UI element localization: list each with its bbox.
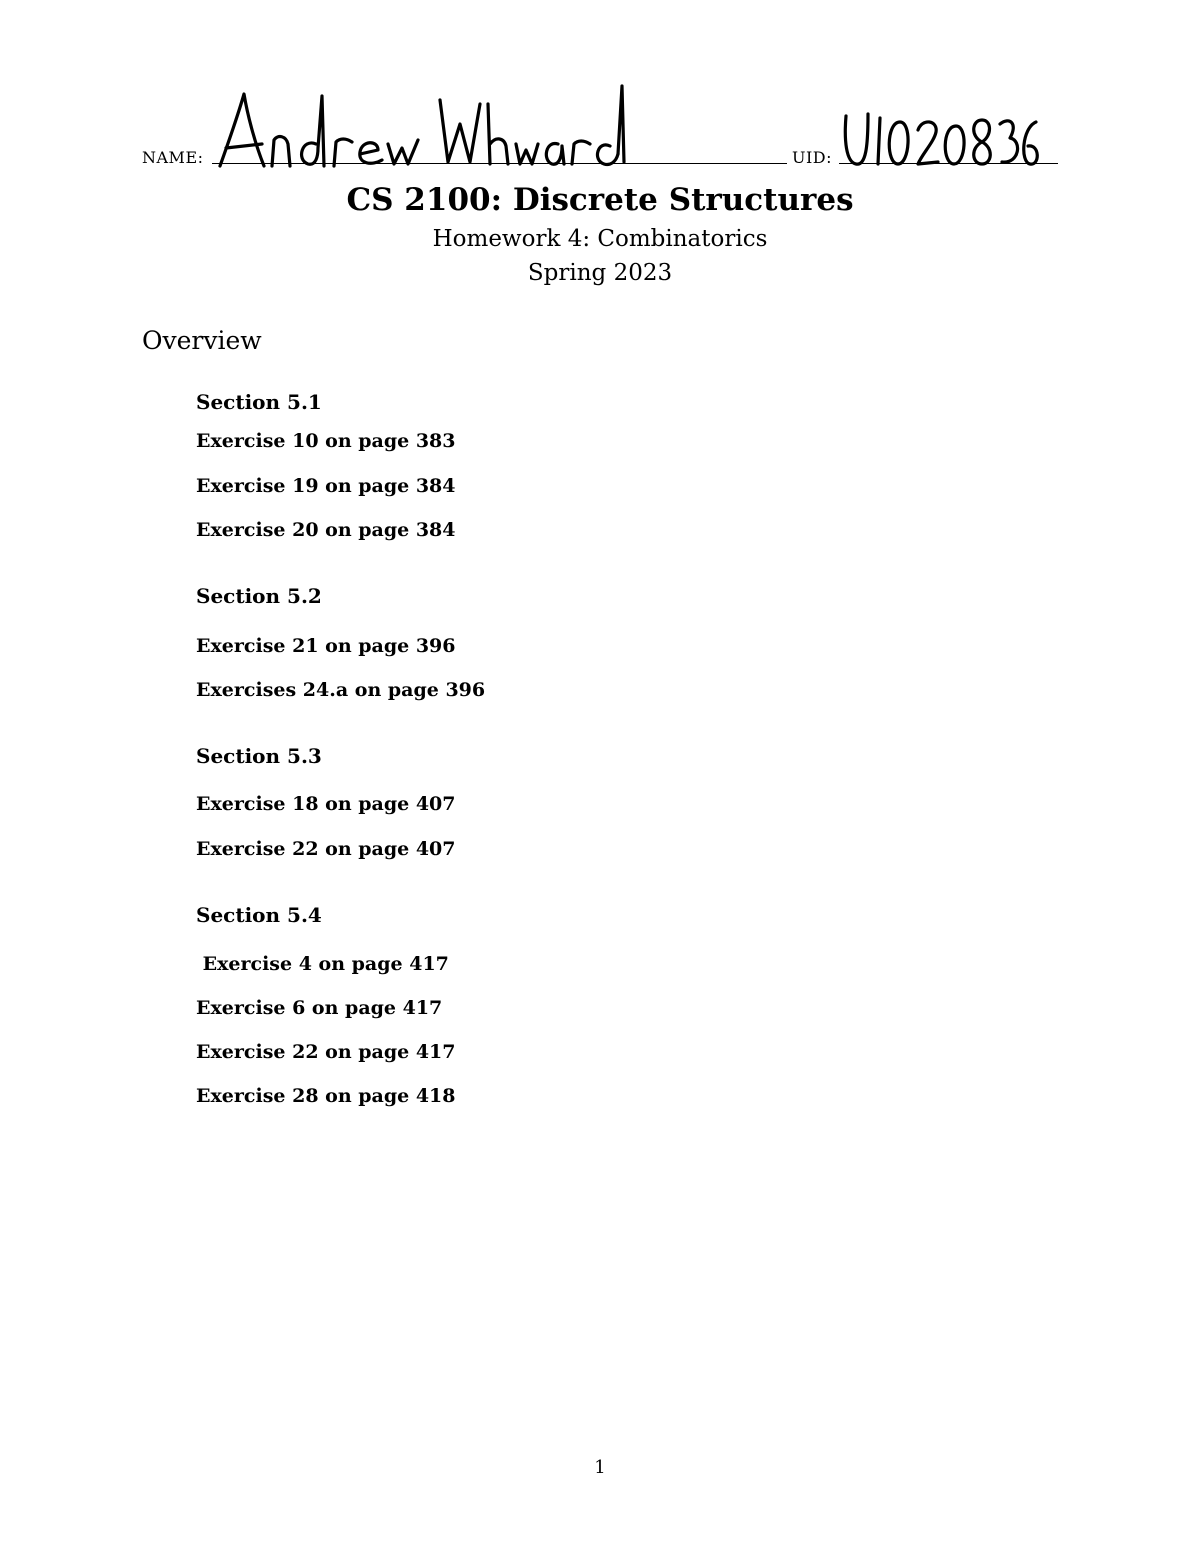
section-heading: Section 5.4 [196, 903, 322, 927]
list-item [0, 430, 700, 456]
list-item [0, 997, 700, 1023]
list-item-text: Exercise 22 on page 417 [196, 1041, 456, 1063]
list-item [0, 838, 700, 864]
list-item [0, 1041, 700, 1067]
list-item-text: Exercise 10 on page 383 [196, 430, 456, 452]
list-item [0, 1085, 700, 1111]
list-item-text: Exercises 24.a on page 396 [196, 679, 486, 701]
list-item [0, 679, 700, 705]
list-item-text: Exercise 19 on page 384 [196, 475, 456, 497]
list-item-text: Exercise 18 on page 407 [196, 793, 456, 815]
name-label: NAME: [142, 148, 204, 167]
overview-heading: Overview [142, 326, 262, 355]
uid-label: UID: [792, 148, 833, 167]
list-item [0, 953, 700, 979]
uid-signature [842, 100, 1042, 170]
section-heading: Section 5.1 [196, 390, 322, 414]
list-item-text: Exercise 21 on page 396 [196, 635, 456, 657]
document-subtitle: Homework 4: Combinatorics [432, 226, 768, 252]
section-heading: Section 5.3 [196, 744, 322, 768]
list-item-text: Exercise 22 on page 407 [196, 838, 456, 860]
name-signature [212, 78, 642, 173]
page-number: 1 [594, 1457, 606, 1478]
document-title: CS 2100: Discrete Structures [346, 182, 854, 218]
list-item-text: Exercise 20 on page 384 [196, 519, 456, 541]
document-term: Spring 2023 [527, 260, 673, 286]
list-item [0, 475, 700, 501]
list-item [0, 793, 700, 819]
list-item [0, 635, 700, 661]
section-heading: Section 5.2 [196, 584, 322, 608]
list-item-text: Exercise 6 on page 417 [196, 997, 443, 1019]
list-item-text: Exercise 4 on page 417 [196, 953, 449, 975]
list-item-text: Exercise 28 on page 418 [196, 1085, 456, 1107]
list-item [0, 519, 700, 545]
